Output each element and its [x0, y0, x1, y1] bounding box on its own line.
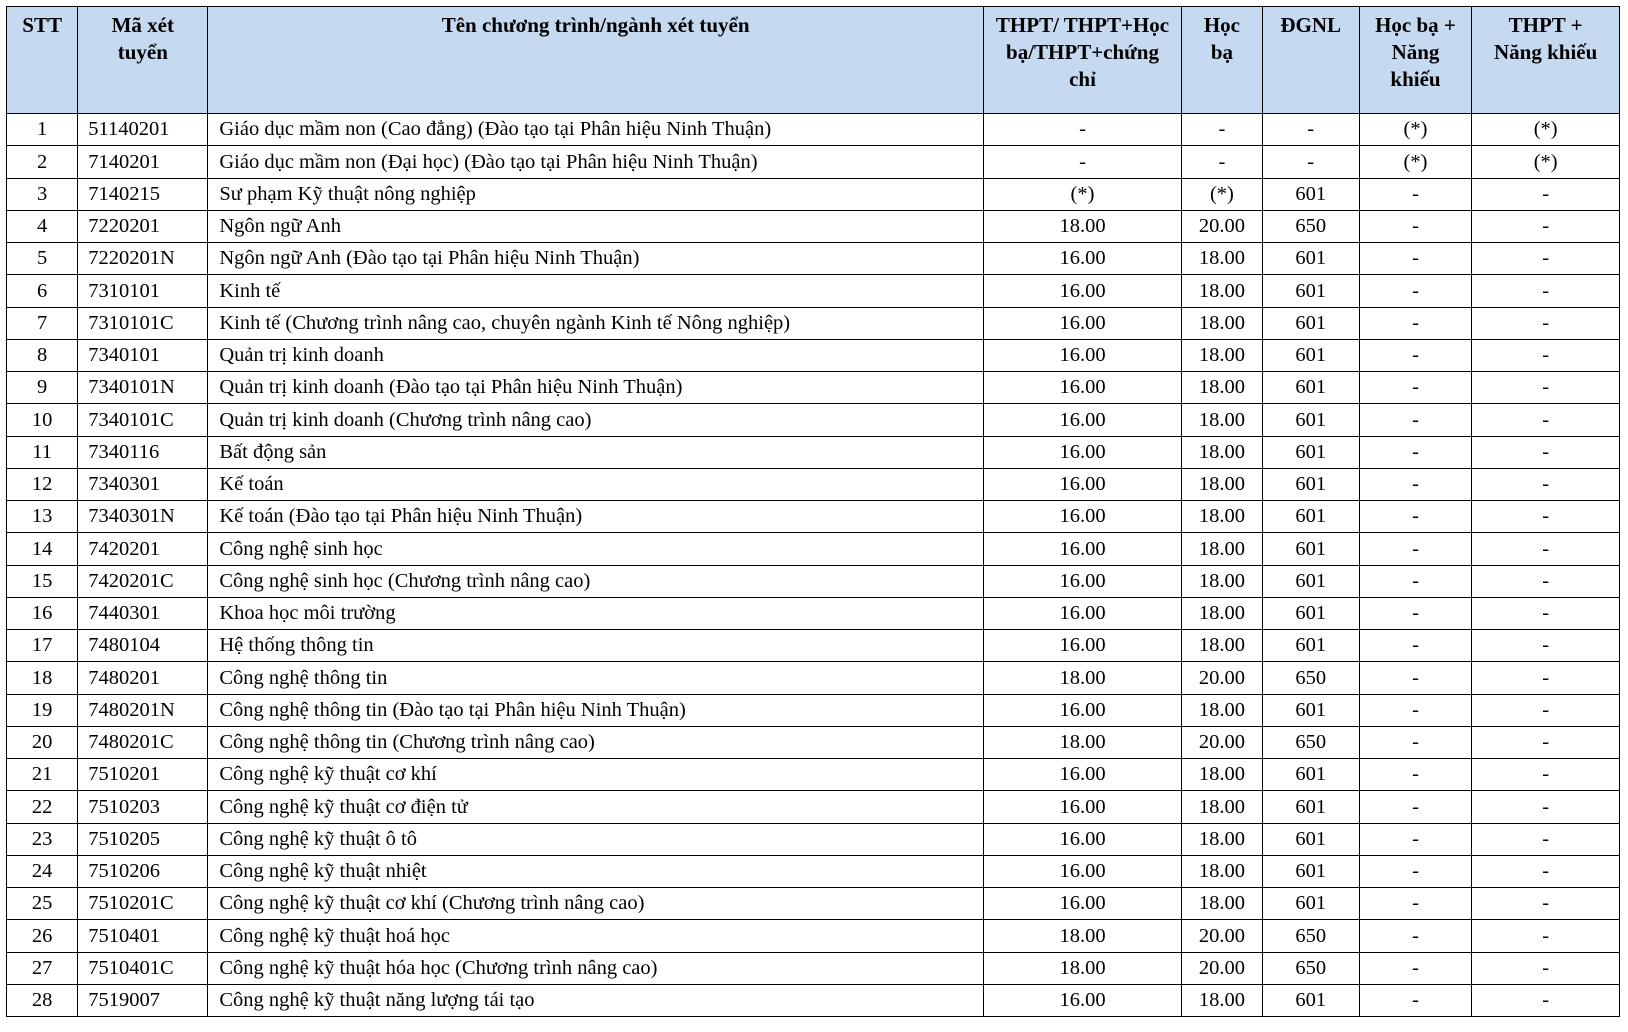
- cell-dgnl: 601: [1262, 630, 1359, 662]
- cell-hoc-ba-nang-khieu: -: [1359, 952, 1472, 984]
- cell-thpt: 18.00: [983, 920, 1181, 952]
- cell-code: 7480201: [78, 662, 208, 694]
- cell-thpt: 18.00: [983, 210, 1181, 242]
- table-row: [7, 146, 1620, 178]
- cell-stt: 16: [7, 597, 78, 629]
- table-row: [7, 630, 1620, 662]
- cell-code: 7310101C: [78, 307, 208, 339]
- cell-stt: 4: [7, 210, 78, 242]
- cell-hoc-ba-nang-khieu: -: [1359, 984, 1472, 1016]
- cell-program-name: Công nghệ kỹ thuật năng lượng tái tạo: [208, 984, 984, 1016]
- cell-hoc-ba-nang-khieu: (*): [1359, 146, 1472, 178]
- cell-hoc-ba-nang-khieu: -: [1359, 210, 1472, 242]
- cell-code: 7420201: [78, 533, 208, 565]
- table-row: [7, 855, 1620, 887]
- cell-hoc-ba: 18.00: [1182, 823, 1263, 855]
- cell-thpt: -: [983, 114, 1181, 146]
- cell-hoc-ba-nang-khieu: -: [1359, 694, 1472, 726]
- cell-thpt-nang-khieu: -: [1472, 630, 1620, 662]
- cell-stt: 15: [7, 565, 78, 597]
- header-thpt-nang-khieu: THPT + Năng khiếu: [1472, 7, 1620, 114]
- cell-dgnl: 601: [1262, 178, 1359, 210]
- cell-program-name: Công nghệ kỹ thuật cơ khí (Chương trình nâng cao): [208, 888, 984, 920]
- cell-hoc-ba: (*): [1182, 178, 1263, 210]
- cell-hoc-ba: 20.00: [1182, 726, 1263, 758]
- cell-stt: 18: [7, 662, 78, 694]
- cell-stt: 7: [7, 307, 78, 339]
- cell-code: 7310101: [78, 275, 208, 307]
- cell-hoc-ba: 18.00: [1182, 597, 1263, 629]
- cell-thpt: 16.00: [983, 888, 1181, 920]
- cell-program-name: Giáo dục mầm non (Đại học) (Đào tạo tại Phân hiệu Ninh Thuận): [208, 146, 984, 178]
- cell-hoc-ba: 18.00: [1182, 501, 1263, 533]
- cell-dgnl: 601: [1262, 597, 1359, 629]
- cell-program-name: Quản trị kinh doanh: [208, 339, 984, 371]
- cell-thpt: 16.00: [983, 501, 1181, 533]
- cell-stt: 10: [7, 404, 78, 436]
- cell-stt: 11: [7, 436, 78, 468]
- cell-code: 7440301: [78, 597, 208, 629]
- cell-code: 7480201N: [78, 694, 208, 726]
- cell-hoc-ba-nang-khieu: -: [1359, 855, 1472, 887]
- cell-program-name: Hệ thống thông tin: [208, 630, 984, 662]
- cell-dgnl: 601: [1262, 436, 1359, 468]
- admission-scores-table: [6, 6, 1620, 1017]
- cell-thpt: 18.00: [983, 952, 1181, 984]
- header-hoc-ba-nang-khieu: Học bạ + Năng khiếu: [1359, 7, 1472, 114]
- cell-thpt: 16.00: [983, 372, 1181, 404]
- table-row: [7, 468, 1620, 500]
- cell-thpt-nang-khieu: -: [1472, 501, 1620, 533]
- header-hoc-ba: Học bạ: [1182, 7, 1263, 114]
- cell-hoc-ba-nang-khieu: -: [1359, 468, 1472, 500]
- cell-stt: 14: [7, 533, 78, 565]
- cell-thpt: 18.00: [983, 662, 1181, 694]
- table-row: [7, 178, 1620, 210]
- cell-thpt-nang-khieu: -: [1472, 759, 1620, 791]
- cell-hoc-ba-nang-khieu: -: [1359, 436, 1472, 468]
- cell-thpt-nang-khieu: -: [1472, 533, 1620, 565]
- cell-dgnl: 601: [1262, 275, 1359, 307]
- table-row: [7, 694, 1620, 726]
- table-row: [7, 888, 1620, 920]
- cell-hoc-ba-nang-khieu: -: [1359, 630, 1472, 662]
- table-row: [7, 791, 1620, 823]
- cell-thpt: 16.00: [983, 307, 1181, 339]
- table-row: [7, 565, 1620, 597]
- table-row: [7, 372, 1620, 404]
- cell-thpt-nang-khieu: -: [1472, 726, 1620, 758]
- cell-program-name: Kinh tế (Chương trình nâng cao, chuyên ngành Kinh tế Nông nghiệp): [208, 307, 984, 339]
- table-row: [7, 404, 1620, 436]
- cell-thpt: 16.00: [983, 436, 1181, 468]
- header-program-name: Tên chương trình/ngành xét tuyển: [208, 7, 984, 114]
- cell-stt: 20: [7, 726, 78, 758]
- cell-program-name: Công nghệ sinh học: [208, 533, 984, 565]
- cell-stt: 9: [7, 372, 78, 404]
- cell-thpt-nang-khieu: -: [1472, 920, 1620, 952]
- cell-dgnl: 650: [1262, 952, 1359, 984]
- cell-thpt-nang-khieu: -: [1472, 307, 1620, 339]
- cell-hoc-ba-nang-khieu: (*): [1359, 114, 1472, 146]
- cell-code: 7510201: [78, 759, 208, 791]
- cell-stt: 6: [7, 275, 78, 307]
- cell-hoc-ba: 18.00: [1182, 855, 1263, 887]
- cell-program-name: Công nghệ thông tin: [208, 662, 984, 694]
- table-row: [7, 114, 1620, 146]
- cell-hoc-ba-nang-khieu: -: [1359, 307, 1472, 339]
- cell-code: 7340301N: [78, 501, 208, 533]
- cell-hoc-ba-nang-khieu: -: [1359, 339, 1472, 371]
- cell-dgnl: 601: [1262, 339, 1359, 371]
- cell-code: 7220201: [78, 210, 208, 242]
- cell-hoc-ba-nang-khieu: -: [1359, 372, 1472, 404]
- cell-thpt-nang-khieu: -: [1472, 855, 1620, 887]
- cell-hoc-ba: 18.00: [1182, 694, 1263, 726]
- cell-thpt-nang-khieu: (*): [1472, 114, 1620, 146]
- cell-hoc-ba: 18.00: [1182, 759, 1263, 791]
- cell-hoc-ba: 18.00: [1182, 888, 1263, 920]
- cell-stt: 8: [7, 339, 78, 371]
- cell-thpt-nang-khieu: -: [1472, 210, 1620, 242]
- cell-stt: 21: [7, 759, 78, 791]
- cell-stt: 2: [7, 146, 78, 178]
- cell-dgnl: 650: [1262, 210, 1359, 242]
- cell-stt: 19: [7, 694, 78, 726]
- cell-thpt: 16.00: [983, 984, 1181, 1016]
- cell-code: 51140201: [78, 114, 208, 146]
- cell-dgnl: -: [1262, 146, 1359, 178]
- cell-hoc-ba-nang-khieu: -: [1359, 404, 1472, 436]
- cell-program-name: Kế toán (Đào tạo tại Phân hiệu Ninh Thuận): [208, 501, 984, 533]
- cell-thpt: 16.00: [983, 275, 1181, 307]
- cell-hoc-ba: 18.00: [1182, 372, 1263, 404]
- cell-thpt: 16.00: [983, 597, 1181, 629]
- cell-hoc-ba: 18.00: [1182, 275, 1263, 307]
- cell-hoc-ba-nang-khieu: -: [1359, 501, 1472, 533]
- cell-stt: 24: [7, 855, 78, 887]
- cell-program-name: Công nghệ kỹ thuật hoá học: [208, 920, 984, 952]
- cell-program-name: Kế toán: [208, 468, 984, 500]
- cell-thpt-nang-khieu: -: [1472, 823, 1620, 855]
- cell-hoc-ba-nang-khieu: -: [1359, 920, 1472, 952]
- cell-program-name: Ngôn ngữ Anh: [208, 210, 984, 242]
- cell-program-name: Giáo dục mầm non (Cao đẳng) (Đào tạo tại Phân hiệu Ninh Thuận): [208, 114, 984, 146]
- cell-hoc-ba-nang-khieu: -: [1359, 759, 1472, 791]
- cell-stt: 27: [7, 952, 78, 984]
- cell-code: 7420201C: [78, 565, 208, 597]
- cell-thpt-nang-khieu: -: [1472, 694, 1620, 726]
- cell-thpt-nang-khieu: -: [1472, 662, 1620, 694]
- table-row: [7, 952, 1620, 984]
- cell-stt: 17: [7, 630, 78, 662]
- cell-hoc-ba-nang-khieu: -: [1359, 243, 1472, 275]
- cell-hoc-ba: 18.00: [1182, 307, 1263, 339]
- cell-hoc-ba-nang-khieu: -: [1359, 888, 1472, 920]
- cell-hoc-ba: 20.00: [1182, 920, 1263, 952]
- cell-code: 7220201N: [78, 243, 208, 275]
- cell-stt: 3: [7, 178, 78, 210]
- cell-stt: 5: [7, 243, 78, 275]
- cell-code: 7340101C: [78, 404, 208, 436]
- table-row: [7, 759, 1620, 791]
- cell-dgnl: 601: [1262, 533, 1359, 565]
- cell-code: 7510401C: [78, 952, 208, 984]
- cell-hoc-ba: 18.00: [1182, 339, 1263, 371]
- table-row: [7, 275, 1620, 307]
- cell-program-name: Công nghệ kỹ thuật hóa học (Chương trình nâng cao): [208, 952, 984, 984]
- cell-hoc-ba: 18.00: [1182, 630, 1263, 662]
- cell-code: 7140201: [78, 146, 208, 178]
- cell-hoc-ba: 18.00: [1182, 533, 1263, 565]
- cell-hoc-ba: 18.00: [1182, 791, 1263, 823]
- cell-code: 7340301: [78, 468, 208, 500]
- cell-program-name: Bất động sản: [208, 436, 984, 468]
- table-row: [7, 436, 1620, 468]
- cell-program-name: Công nghệ thông tin (Đào tạo tại Phân hiệu Ninh Thuận): [208, 694, 984, 726]
- cell-thpt: 16.00: [983, 759, 1181, 791]
- cell-program-name: Quản trị kinh doanh (Chương trình nâng cao): [208, 404, 984, 436]
- cell-hoc-ba-nang-khieu: -: [1359, 662, 1472, 694]
- cell-thpt: 16.00: [983, 339, 1181, 371]
- cell-hoc-ba: -: [1182, 146, 1263, 178]
- cell-program-name: Sư phạm Kỹ thuật nông nghiệp: [208, 178, 984, 210]
- cell-thpt: 16.00: [983, 243, 1181, 275]
- cell-program-name: Công nghệ thông tin (Chương trình nâng cao): [208, 726, 984, 758]
- cell-dgnl: 601: [1262, 307, 1359, 339]
- cell-stt: 25: [7, 888, 78, 920]
- cell-stt: 26: [7, 920, 78, 952]
- cell-dgnl: 601: [1262, 694, 1359, 726]
- cell-stt: 13: [7, 501, 78, 533]
- header-thpt: THPT/ THPT+Học bạ/THPT+chứng chỉ: [983, 7, 1181, 114]
- cell-thpt-nang-khieu: -: [1472, 372, 1620, 404]
- cell-thpt-nang-khieu: -: [1472, 791, 1620, 823]
- cell-thpt-nang-khieu: -: [1472, 243, 1620, 275]
- table-row: [7, 984, 1620, 1016]
- cell-code: 7340101N: [78, 372, 208, 404]
- cell-code: 7480104: [78, 630, 208, 662]
- cell-program-name: Công nghệ kỹ thuật nhiệt: [208, 855, 984, 887]
- cell-program-name: Ngôn ngữ Anh (Đào tạo tại Phân hiệu Ninh Thuận): [208, 243, 984, 275]
- table-row: [7, 243, 1620, 275]
- cell-dgnl: 601: [1262, 565, 1359, 597]
- cell-program-name: Quản trị kinh doanh (Đào tạo tại Phân hiệu Ninh Thuận): [208, 372, 984, 404]
- cell-dgnl: 601: [1262, 791, 1359, 823]
- table-row: [7, 920, 1620, 952]
- cell-stt: 22: [7, 791, 78, 823]
- cell-hoc-ba: 20.00: [1182, 662, 1263, 694]
- cell-thpt-nang-khieu: -: [1472, 952, 1620, 984]
- cell-hoc-ba-nang-khieu: -: [1359, 533, 1472, 565]
- table-row: [7, 210, 1620, 242]
- cell-hoc-ba: 18.00: [1182, 404, 1263, 436]
- cell-thpt-nang-khieu: -: [1472, 468, 1620, 500]
- cell-stt: 23: [7, 823, 78, 855]
- cell-thpt: 16.00: [983, 565, 1181, 597]
- cell-thpt: (*): [983, 178, 1181, 210]
- cell-code: 7480201C: [78, 726, 208, 758]
- table-row: [7, 726, 1620, 758]
- cell-code: 7140215: [78, 178, 208, 210]
- cell-thpt-nang-khieu: -: [1472, 275, 1620, 307]
- cell-code: 7510401: [78, 920, 208, 952]
- table-row: [7, 823, 1620, 855]
- table-row: [7, 339, 1620, 371]
- cell-thpt-nang-khieu: -: [1472, 178, 1620, 210]
- cell-code: 7340116: [78, 436, 208, 468]
- cell-thpt-nang-khieu: -: [1472, 404, 1620, 436]
- cell-dgnl: 601: [1262, 468, 1359, 500]
- header-row: [7, 7, 1620, 114]
- cell-code: 7510203: [78, 791, 208, 823]
- cell-thpt-nang-khieu: -: [1472, 888, 1620, 920]
- table-row: [7, 533, 1620, 565]
- cell-thpt: 16.00: [983, 694, 1181, 726]
- cell-thpt: -: [983, 146, 1181, 178]
- header-stt: STT: [7, 7, 78, 114]
- cell-hoc-ba-nang-khieu: -: [1359, 275, 1472, 307]
- cell-thpt: 16.00: [983, 533, 1181, 565]
- cell-code: 7340101: [78, 339, 208, 371]
- cell-hoc-ba: -: [1182, 114, 1263, 146]
- cell-hoc-ba: 18.00: [1182, 468, 1263, 500]
- cell-dgnl: 650: [1262, 726, 1359, 758]
- cell-dgnl: 601: [1262, 984, 1359, 1016]
- cell-stt: 1: [7, 114, 78, 146]
- cell-thpt-nang-khieu: -: [1472, 436, 1620, 468]
- cell-hoc-ba-nang-khieu: -: [1359, 823, 1472, 855]
- table-body: [7, 114, 1620, 1017]
- cell-dgnl: 601: [1262, 759, 1359, 791]
- cell-hoc-ba-nang-khieu: -: [1359, 726, 1472, 758]
- cell-thpt-nang-khieu: -: [1472, 565, 1620, 597]
- cell-program-name: Công nghệ sinh học (Chương trình nâng cao): [208, 565, 984, 597]
- cell-code: 7510206: [78, 855, 208, 887]
- cell-code: 7510205: [78, 823, 208, 855]
- cell-hoc-ba: 18.00: [1182, 243, 1263, 275]
- table-row: [7, 597, 1620, 629]
- cell-code: 7510201C: [78, 888, 208, 920]
- cell-dgnl: -: [1262, 114, 1359, 146]
- cell-program-name: Kinh tế: [208, 275, 984, 307]
- cell-thpt: 16.00: [983, 823, 1181, 855]
- cell-dgnl: 601: [1262, 404, 1359, 436]
- cell-thpt-nang-khieu: -: [1472, 597, 1620, 629]
- cell-dgnl: 601: [1262, 372, 1359, 404]
- cell-stt: 12: [7, 468, 78, 500]
- cell-thpt-nang-khieu: (*): [1472, 146, 1620, 178]
- cell-hoc-ba: 18.00: [1182, 436, 1263, 468]
- cell-dgnl: 601: [1262, 823, 1359, 855]
- cell-hoc-ba-nang-khieu: -: [1359, 565, 1472, 597]
- cell-thpt: 16.00: [983, 404, 1181, 436]
- cell-program-name: Công nghệ kỹ thuật ô tô: [208, 823, 984, 855]
- header-dgnl: ĐGNL: [1262, 7, 1359, 114]
- cell-thpt: 16.00: [983, 791, 1181, 823]
- table-row: [7, 307, 1620, 339]
- cell-dgnl: 650: [1262, 920, 1359, 952]
- cell-thpt: 16.00: [983, 468, 1181, 500]
- header-code: Mã xét tuyển: [78, 7, 208, 114]
- cell-thpt: 16.00: [983, 855, 1181, 887]
- cell-program-name: Công nghệ kỹ thuật cơ điện tử: [208, 791, 984, 823]
- cell-hoc-ba-nang-khieu: -: [1359, 597, 1472, 629]
- cell-hoc-ba: 18.00: [1182, 984, 1263, 1016]
- cell-thpt-nang-khieu: -: [1472, 984, 1620, 1016]
- cell-hoc-ba-nang-khieu: -: [1359, 791, 1472, 823]
- table-row: [7, 662, 1620, 694]
- cell-dgnl: 601: [1262, 888, 1359, 920]
- cell-thpt: 16.00: [983, 630, 1181, 662]
- cell-hoc-ba: 18.00: [1182, 565, 1263, 597]
- cell-thpt: 18.00: [983, 726, 1181, 758]
- cell-dgnl: 601: [1262, 243, 1359, 275]
- cell-program-name: Khoa học môi trường: [208, 597, 984, 629]
- cell-dgnl: 601: [1262, 855, 1359, 887]
- cell-code: 7519007: [78, 984, 208, 1016]
- cell-hoc-ba-nang-khieu: -: [1359, 178, 1472, 210]
- cell-stt: 28: [7, 984, 78, 1016]
- cell-hoc-ba: 20.00: [1182, 210, 1263, 242]
- table-row: [7, 501, 1620, 533]
- cell-program-name: Công nghệ kỹ thuật cơ khí: [208, 759, 984, 791]
- cell-dgnl: 650: [1262, 662, 1359, 694]
- cell-thpt-nang-khieu: -: [1472, 339, 1620, 371]
- cell-dgnl: 601: [1262, 501, 1359, 533]
- table-header: [7, 7, 1620, 114]
- cell-hoc-ba: 20.00: [1182, 952, 1263, 984]
